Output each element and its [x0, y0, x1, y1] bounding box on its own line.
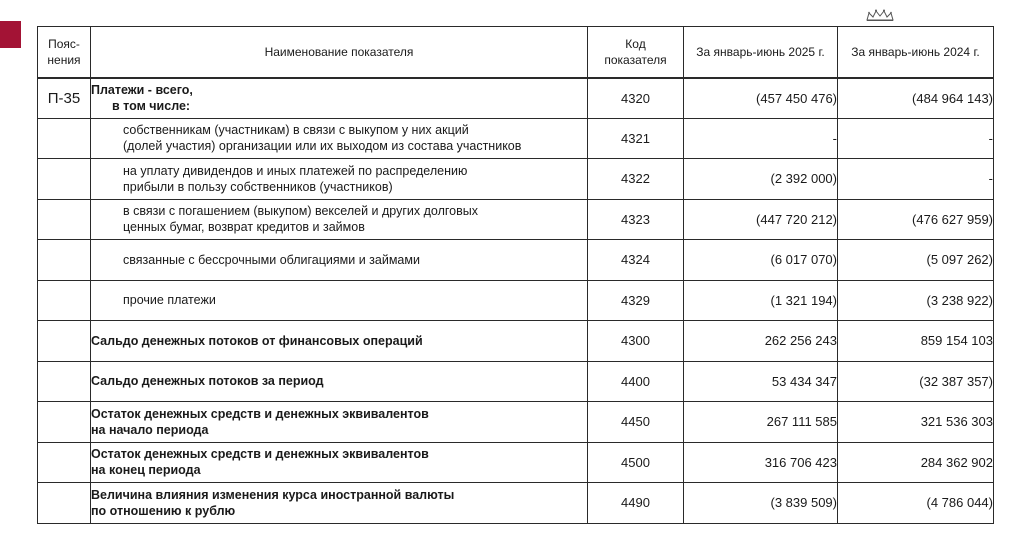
row-note: [38, 280, 91, 321]
row-value-2024: (32 387 357): [838, 361, 994, 402]
row-name-line1: в связи с погашением (выкупом) векселей и других долговых: [123, 204, 478, 219]
red-corner-marker: [0, 21, 21, 48]
row-value-2024: (5 097 262): [838, 240, 994, 281]
row-name: [91, 483, 588, 524]
row-value-2024: (4 786 044): [838, 483, 994, 524]
row-value-2025: (3 839 509): [684, 483, 838, 524]
row-value-2024: -: [838, 118, 994, 159]
row-value-2024: (476 627 959): [838, 199, 994, 240]
row-name-line1: Сальдо денежных потоков от финансовых операций: [91, 333, 423, 348]
row-name-line1: собственникам (участникам) в связи с выкупом у них акций: [123, 123, 469, 138]
row-name-line2: прибыли в пользу собственников (участников): [123, 179, 393, 194]
row-code: 4320: [588, 78, 684, 119]
row-note: [38, 402, 91, 443]
table-row: [38, 78, 994, 119]
row-name-line1: Остаток денежных средств и денежных эквивалентов: [91, 406, 429, 421]
row-name: [91, 402, 588, 443]
row-name-line1: Остаток денежных средств и денежных эквивалентов: [91, 447, 429, 462]
row-code: 4322: [588, 159, 684, 200]
row-note: [38, 483, 91, 524]
row-name-line1: связанные с бессрочными облигациями и займами: [123, 252, 420, 267]
row-value-2024: (484 964 143): [838, 78, 994, 119]
row-name-line2: на конец периода: [91, 463, 201, 478]
row-value-2025: 262 256 243: [684, 321, 838, 362]
row-name-line1: Сальдо денежных потоков за период: [91, 374, 324, 389]
row-value-2025: 53 434 347: [684, 361, 838, 402]
row-value-2024: -: [838, 159, 994, 200]
row-note: [38, 442, 91, 483]
row-note: [38, 361, 91, 402]
row-name: [91, 78, 588, 119]
row-value-2024: (3 238 922): [838, 280, 994, 321]
crown-emblem-icon: [864, 8, 896, 22]
row-name: [91, 159, 588, 200]
row-value-2025: -: [684, 118, 838, 159]
row-note: [38, 240, 91, 281]
row-name-line1: Величина влияния изменения курса иностранной валюты: [91, 487, 455, 502]
row-name-line2: по отношению к рублю: [91, 503, 236, 518]
table-row: [38, 402, 994, 443]
row-note: [38, 118, 91, 159]
row-code: 4324: [588, 240, 684, 281]
row-name: [91, 118, 588, 159]
row-value-2025: (6 017 070): [684, 240, 838, 281]
row-code: 4321: [588, 118, 684, 159]
table-row: [38, 442, 994, 483]
table-row: [38, 280, 994, 321]
row-code: 4490: [588, 483, 684, 524]
row-name-line1: на уплату дивидендов и иных платежей по распределению: [123, 163, 468, 178]
table-row: [38, 199, 994, 240]
row-note: [38, 321, 91, 362]
row-code: 4500: [588, 442, 684, 483]
row-code: 4323: [588, 199, 684, 240]
table-row: [38, 483, 994, 524]
row-name: [91, 199, 588, 240]
row-name: [91, 240, 588, 281]
row-value-2025: 267 111 585: [684, 402, 838, 443]
row-name: [91, 361, 588, 402]
row-name-line2: на начало периода: [91, 422, 209, 437]
header-period-2024: За январь-июнь 2024 г.: [838, 27, 994, 78]
header-indicator-code: Код показателя: [588, 27, 684, 78]
table-row: [38, 361, 994, 402]
row-value-2024: 859 154 103: [838, 321, 994, 362]
row-name-line2: в том числе:: [112, 99, 191, 113]
row-name-line2: (долей участия) организации или их выходом из состава участников: [123, 139, 522, 154]
row-value-2025: (1 321 194): [684, 280, 838, 321]
row-name: [91, 442, 588, 483]
table-row: [38, 159, 994, 200]
row-code: 4450: [588, 402, 684, 443]
row-note: П-35: [38, 78, 91, 119]
row-value-2025: (457 450 476): [684, 78, 838, 119]
row-value-2025: 316 706 423: [684, 442, 838, 483]
header-period-2025: За январь-июнь 2025 г.: [684, 27, 838, 78]
header-indicator-name: Наименование показателя: [91, 27, 588, 78]
row-name: [91, 280, 588, 321]
row-name-line1: Платежи - всего,: [91, 83, 193, 97]
table-row: [38, 321, 994, 362]
row-name-line2: ценных бумаг, возврат кредитов и займов: [123, 220, 365, 235]
cash-flow-table: [37, 26, 994, 524]
row-note: [38, 199, 91, 240]
header-notes: Пояс- нения: [38, 27, 91, 78]
row-value-2025: (447 720 212): [684, 199, 838, 240]
table-row: [38, 240, 994, 281]
row-name-line1: прочие платежи: [123, 293, 216, 308]
row-value-2025: (2 392 000): [684, 159, 838, 200]
table-header-row: [38, 27, 994, 78]
row-note: [38, 159, 91, 200]
row-value-2024: 321 536 303: [838, 402, 994, 443]
table-row: [38, 118, 994, 159]
row-code: 4400: [588, 361, 684, 402]
row-value-2024: 284 362 902: [838, 442, 994, 483]
row-name: [91, 321, 588, 362]
row-code: 4329: [588, 280, 684, 321]
row-code: 4300: [588, 321, 684, 362]
